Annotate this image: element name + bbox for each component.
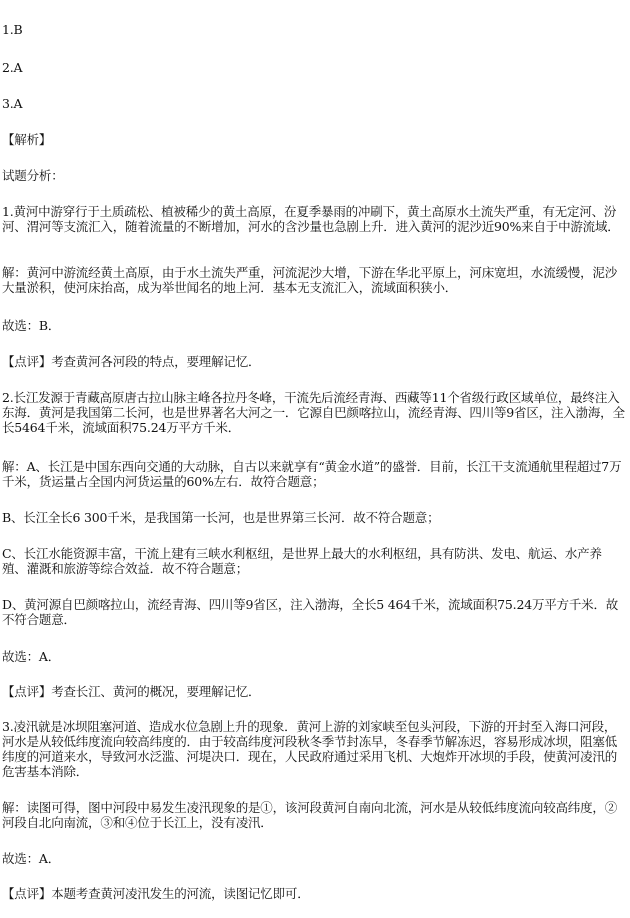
- q3-choose: 故选：A．: [2, 851, 61, 866]
- q3-body: 3.凌汛就是冰坝阻塞河道、造成水位急剧上升的现象．黄河上游的刘家峡至包头河段，下游的开封至入海口河段，河水是从较低纬度流向较高纬度的．由于较高纬度河段秋冬季节封冻早，冬春季节解冻迟，容易形成冰坝，阻塞低纬度的河道来水，导致河水泛滥、河堤决口．现在，人民政府通过采用飞机、大炮炸开冰坝的手段，使黄河凌汛的危害基本消除．: [2, 719, 618, 779]
- q2-option-d: D、黄河源自巴颜喀拉山，流经青海、四川等9省区，注入渤海，全长5 464千米，流域面积75.24万平方千米．故不符合题意．: [2, 597, 619, 627]
- q1-explanation: 解：黄河中游流经黄土高原，由于水土流失严重，河流泥沙大增，下游在华北平原上，河床宽坦，水流缓慢，泥沙大量淤积，使河床抬高，成为举世闻名的地上河．基本无支流汇入，流域面积狭小．: [2, 265, 618, 295]
- q2-option-a: 解：A、长江是中国东西向交通的大动脉，自古以来就享有“黄金水道”的盛誉．目前，长江干支流通航里程超过7万千米，货运量占全国内河货运量的60%左右．故符合题意；: [2, 459, 622, 489]
- q2-option-b: B、长江全长6 300千米，是我国第一长河，也是世界第三长河．故不符合题意；: [2, 510, 440, 525]
- q2-body: 2.长江发源于青藏高原唐古拉山脉主峰各拉丹冬峰，干流先后流经青海、西藏等11个省级行政区域单位，最终注入东海．黄河是我国第二长河，也是世界著名大河之一．它源自巴颜喀拉山，流经青海、四川等9省区，注入渤海，全长5464千米，流域面积75.24万平方千米．: [2, 390, 625, 435]
- q1-body: 1.黄河中游穿行于土质疏松、植被稀少的黄土高原，在夏季暴雨的冲刷下，黄土高原水土流失严重，有无定河、汾河、渭河等支流汇入，随着流量的不断增加，河水的含沙量也急剧上升．进入黄河的泥沙近90%来自于中游流域．: [2, 204, 620, 234]
- answer-3: 3.A: [2, 96, 23, 111]
- q1-comment: 【点评】考查黄河各河段的特点，要理解记忆．: [2, 354, 261, 369]
- answer-2: 2.A: [2, 60, 23, 75]
- q3-comment: 【点评】本题考查黄河凌汛发生的河流，读图记忆即可．: [2, 886, 310, 901]
- q3-explanation: 解：读图可得，图中河段中易发生凌汛现象的是①，该河段黄河自南向北流，河水是从较低纬度流向较高纬度，②河段自北向南流，③和④位于长江上，没有凌汛．: [2, 800, 618, 830]
- q2-option-c: C、长江水能资源丰富，干流上建有三峡水利枢纽，是世界上最大的水利枢纽，具有防洪、发电、航运、水产养殖、灌溉和旅游等综合效益．故不符合题意；: [2, 546, 602, 576]
- q2-comment: 【点评】考查长江、黄河的概况，要理解记忆．: [2, 684, 261, 699]
- q2-choose: 故选：A．: [2, 649, 61, 664]
- analysis-heading: 【解析】: [2, 132, 52, 147]
- q1-choose: 故选：B．: [2, 318, 61, 333]
- answer-1: 1.B: [2, 22, 23, 37]
- analysis-intro: 试题分析：: [2, 168, 64, 183]
